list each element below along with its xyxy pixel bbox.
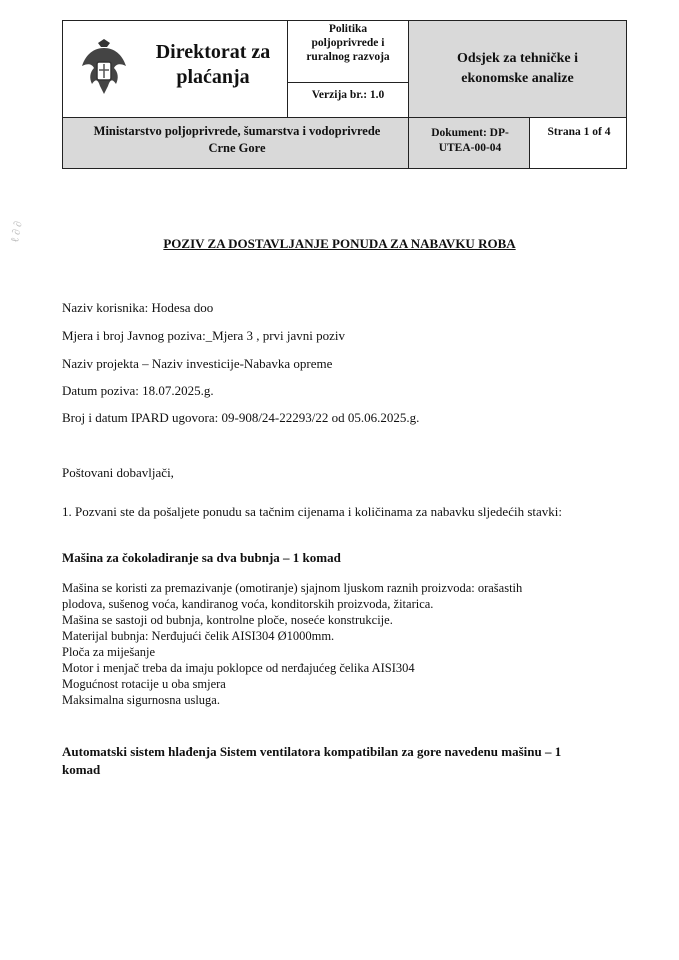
item1-line: Mogućnost rotacije u oba smjera <box>62 677 226 691</box>
header-page-cell <box>529 117 627 169</box>
version-label: Verzija br.: 1.0 <box>311 89 385 101</box>
contract-line: Broj i datum IPARD ugovora: 09-908/24-22293/22 od 05.06.2025.g. <box>62 410 420 425</box>
ministry-name: Ministarstvo poljoprivrede, šumarstva i vodoprivrede Crne Gore <box>93 124 381 155</box>
item1-line: Maksimalna sigurnosna usluga. <box>62 693 220 707</box>
item1-line: Mašina se sastoji od bubnja, kontrolne ploče, noseće konstrukcije. <box>62 613 393 627</box>
coat-of-arms-icon <box>80 38 128 100</box>
date-line: Datum poziva: 18.07.2025.g. <box>62 383 214 398</box>
document-title: POZIV ZA DOSTAVLJANJE PONUDA ZA NABAVKU ROBA <box>163 236 516 251</box>
policy-label: Politika poljoprivrede i ruralnog razvoja <box>306 23 390 63</box>
item1-line: Ploča za miješanje <box>62 645 156 659</box>
intro-paragraph: 1. Pozvani ste da pošaljete ponudu sa tačnim cijenama i količinama za nabavku sljedećih stavki: <box>62 504 562 519</box>
project-line: Naziv projekta – Naziv investicije-Nabavka opreme <box>62 356 333 371</box>
item1-line: Mašina se koristi za premazivanje (omotiranje) sjajnom ljuskom raznih proizvoda: orašastih <box>62 581 523 595</box>
beneficiary-line: Naziv korisnika: Hodesa doo <box>62 300 214 315</box>
page-number: Strana 1 of 4 <box>547 126 611 138</box>
greeting: Poštovani dobavljači, <box>62 465 174 480</box>
item1-description <box>62 580 622 708</box>
measure-line: Mjera i broj Javnog poziva:_Mjera 3 , prvi javni poziv <box>62 328 346 343</box>
department-name: Odsjek za tehničke i ekonomske analize <box>457 51 578 86</box>
item1-heading: Mašina za čokoladiranje sa dva bubnja – 1 komad <box>62 550 341 565</box>
agency-name: Direktorat za plaćanja <box>155 41 271 88</box>
item2-heading: Automatski sistem hlađenja Sistem ventilatora kompatibilan za gore navedenu mašinu – 1 komad <box>62 744 562 777</box>
document-id: Dokument: DP- UTEA-00-04 <box>431 127 509 154</box>
item1-line: Materijal bubnja: Nerđujući čelik AISI304 Ø1000mm. <box>62 629 335 643</box>
item1-line: Motor i menjač treba da imaju poklopce od nerđajućeg čelika AISI304 <box>62 661 415 675</box>
item1-line: plodova, sušenog voća, kandiranog voća, konditorskih proizvoda, žitarica. <box>62 597 434 611</box>
margin-mark: ℓ ∂ ∂ <box>9 220 25 244</box>
